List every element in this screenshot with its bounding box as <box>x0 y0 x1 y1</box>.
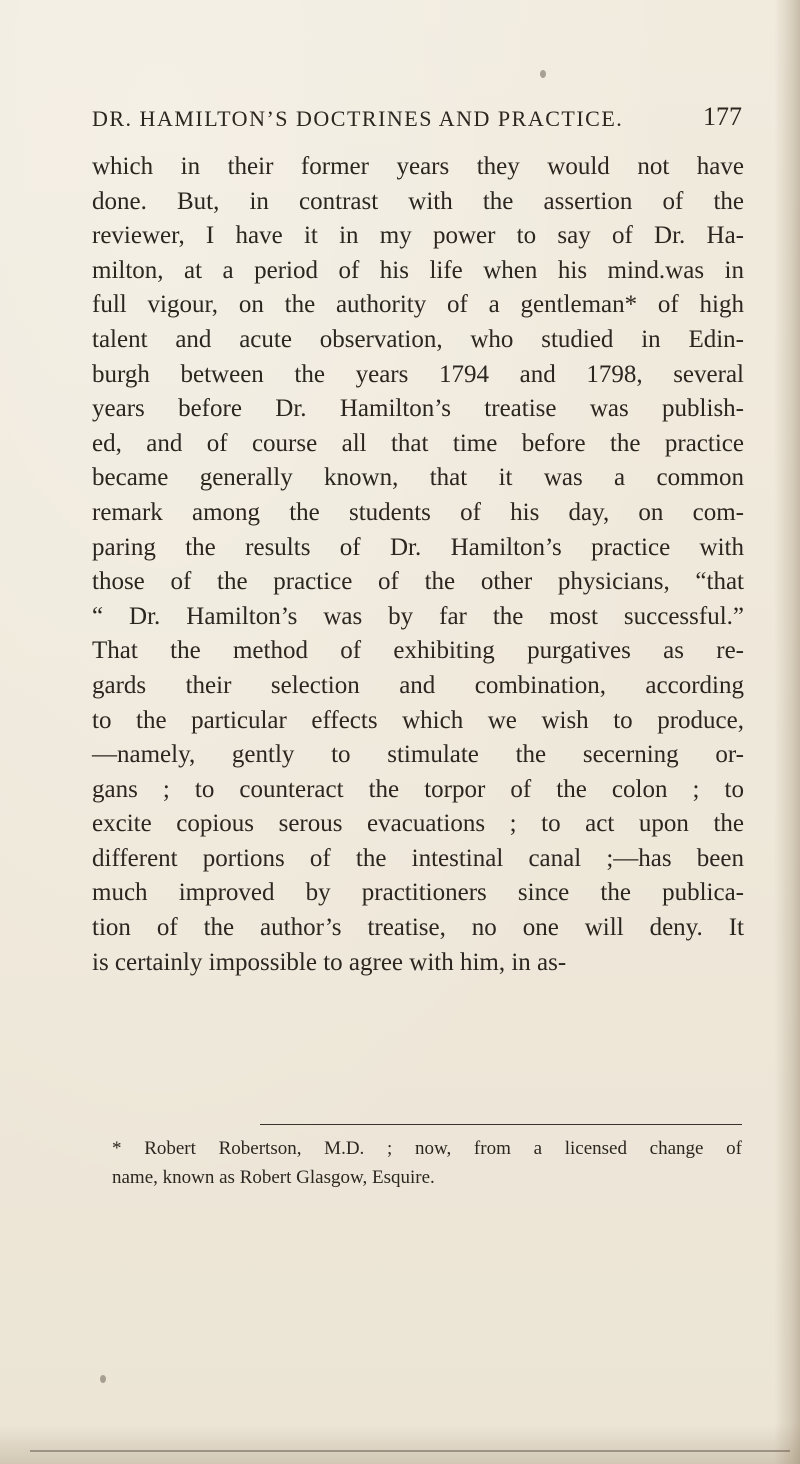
text-line: gards their selection and combination, according <box>92 671 744 699</box>
text-line: ed, and of course all that time before the practice <box>92 429 744 457</box>
text-line: excite copious serous evacuations ; to act upon the <box>92 810 744 838</box>
text-line: milton, at a period of his life when his mind.was in <box>92 256 744 284</box>
page-edge-shadow <box>774 0 800 1464</box>
footnote <box>112 1134 742 1192</box>
text-line: is certainly impossible to agree with him, in as- <box>92 948 567 976</box>
text-line: different portions of the intestinal canal ;—has been <box>92 844 744 872</box>
text-line: That the method of exhibiting purgatives as re- <box>92 637 744 665</box>
text-line: full vigour, on the authority of a gentleman* of high <box>92 291 744 319</box>
text-line: talent and acute observation, who studied in Edin- <box>92 325 744 353</box>
text-line: reviewer, I have it in my power to say of Dr. Ha- <box>92 222 744 250</box>
running-head-title: DR. HAMILTON’S DOCTRINES AND PRACTICE. <box>92 106 624 131</box>
text-line: gans ; to counteract the torpor of the colon ; to <box>92 775 744 803</box>
text-line: years before Dr. Hamilton’s treatise was publish- <box>92 395 744 423</box>
ink-speck <box>100 1375 106 1383</box>
text-line: “ Dr. Hamilton’s was by far the most successful.” <box>92 602 744 630</box>
page-bottom-edge <box>30 1450 790 1452</box>
text-line: done. But, in contrast with the assertion of the <box>92 187 744 215</box>
text-line: —namely, gently to stimulate the secerning or- <box>92 741 744 769</box>
footnote-line: name, known as Robert Glasgow, Esquire. <box>112 1167 435 1188</box>
ink-speck <box>540 70 546 78</box>
text-line: those of the practice of the other physicians, “that <box>92 568 744 596</box>
page-number: 177 <box>703 102 742 131</box>
footnote-rule <box>260 1124 742 1125</box>
text-line: tion of the author’s treatise, no one will deny. It <box>92 914 744 942</box>
text-line: to the particular effects which we wish to produce, <box>92 706 744 734</box>
text-line: remark among the students of his day, on com- <box>92 498 744 526</box>
text-line: became generally known, that it was a common <box>92 464 744 492</box>
running-head <box>92 102 742 132</box>
body-text <box>92 150 744 980</box>
text-line: which in their former years they would not have <box>92 153 744 180</box>
page-bottom-stain <box>0 1424 800 1464</box>
text-line: much improved by practitioners since the publica- <box>92 879 744 907</box>
text-line: burgh between the years 1794 and 1798, several <box>92 360 744 388</box>
footnote-line: * Robert Robertson, M.D. ; now, from a licensed change of <box>112 1138 742 1159</box>
text-line: paring the results of Dr. Hamilton’s practice with <box>92 533 744 561</box>
